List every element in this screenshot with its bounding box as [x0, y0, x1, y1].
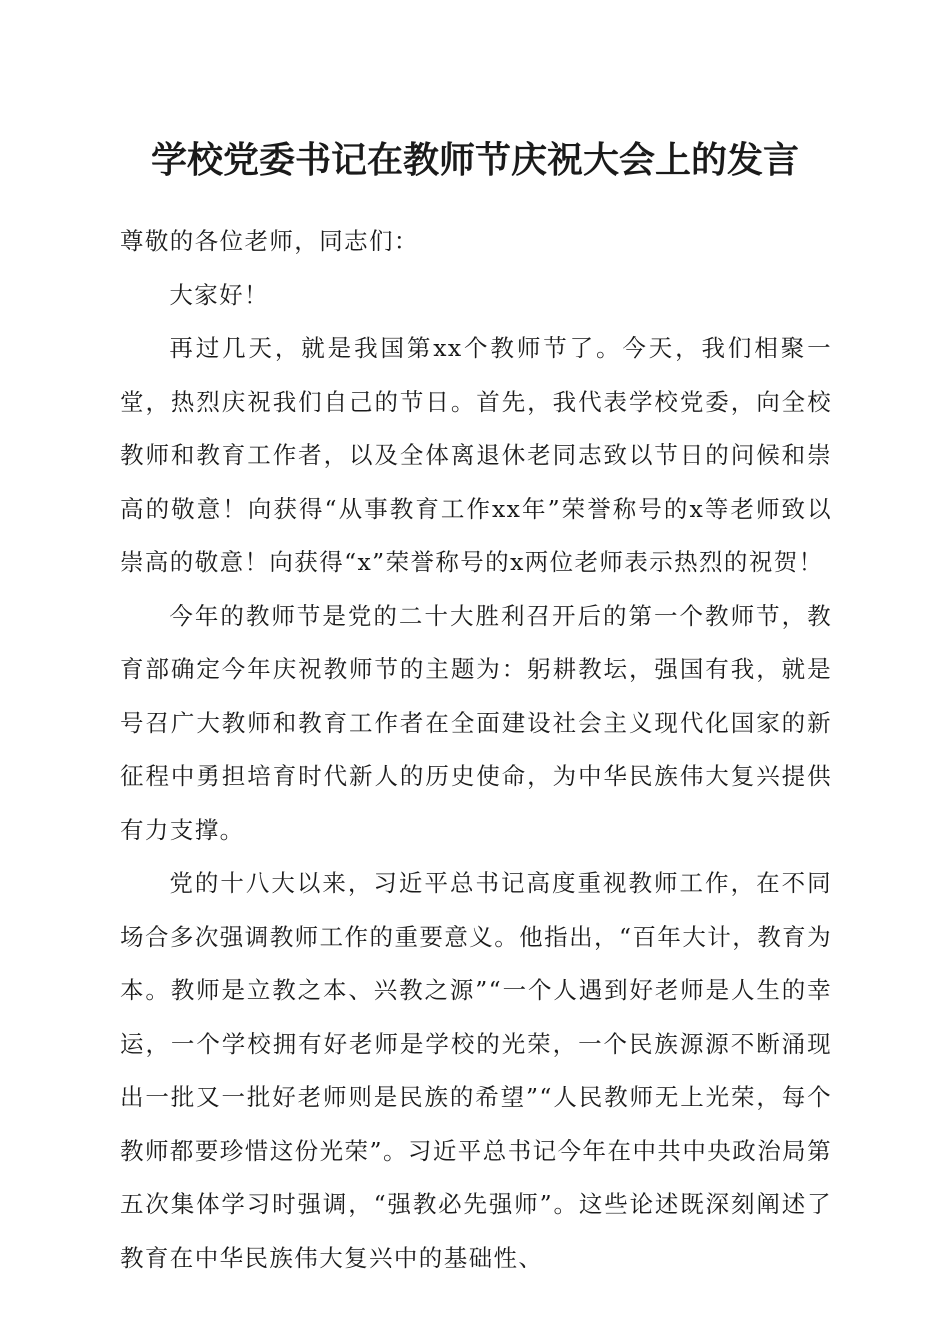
paragraph-3: 党的十八大以来，习近平总书记高度重视教师工作，在不同场合多次强调教师工作的重要意义。他指出，“百年大计，教育为本。教师是立教之本、兴教之源”“一个人遇到好老师是人生的幸运，一个学校拥有好老师是学校的光荣，一个民族源源不断涌现出一批又一批好老师则是民族的希望”“人民教师无上光荣，每个教师都要珍惜这份光荣”。习近平总书记今年在中共中央政治局第五次集体学习时强调，“强教必先强师”。这些论述既深刻阐述了教育在中华民族伟大复兴中的基础性、 [120, 869, 832, 1272]
greeting: 大家好！ [169, 280, 269, 309]
paragraph-2: 今年的教师节是党的二十大胜利召开后的第一个教师节，教育部确定今年庆祝教师节的主题为：躬耕教坛，强国有我，就是号召广大教师和教育工作者在全面建设社会主义现代化国家的新征程中勇担培育时代新人的历史使命，为中华民族伟大复兴提供有力支撑。 [120, 601, 832, 844]
document-body [120, 215, 832, 1285]
salutation: 尊敬的各位老师，同志们： [120, 227, 419, 255]
document-title: 学校党委书记在教师节庆祝大会上的发言 [150, 139, 799, 181]
paragraph-1: 再过几天，就是我国第xx个教师节了。今天，我们相聚一堂，热烈庆祝我们自己的节日。首先，我代表学校党委，向全校教师和教育工作者，以及全体离退休老同志致以节日的问候和崇高的敬意！向获得“从事教育工作xx年”荣誉称号的x等老师致以崇高的敬意！向获得“x”荣誉称号的x两位老师表示热烈的祝贺！ [120, 334, 832, 576]
